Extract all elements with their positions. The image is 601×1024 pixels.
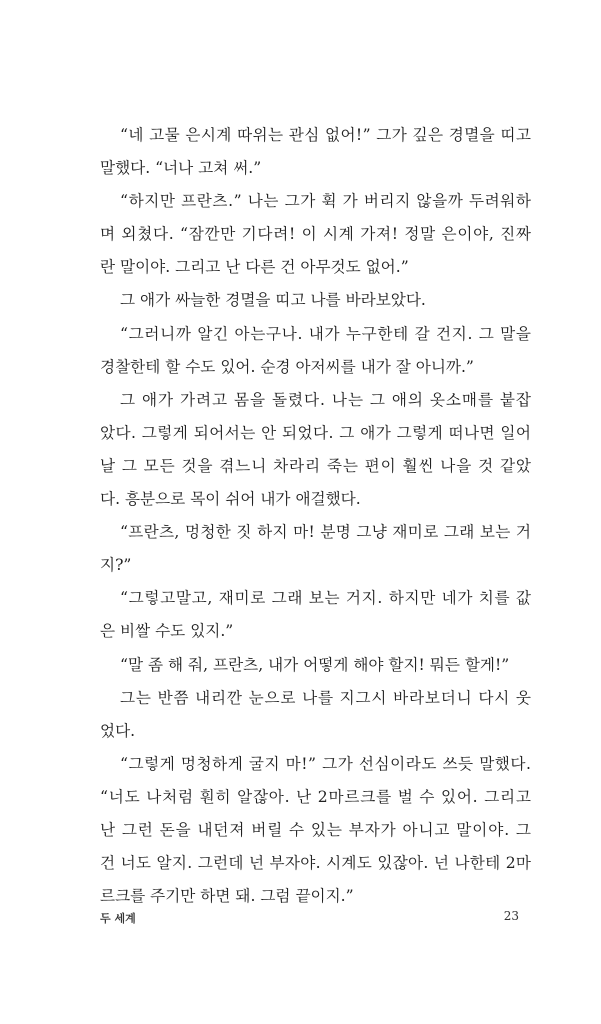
running-footer-title: 두 세계 [100, 912, 136, 925]
text-line: 그 애가 가려고 몸을 돌렸다. 나는 그 애의 옷소매를 붙잡 [120, 390, 532, 409]
text-line: “그렇고말고, 재미로 그래 보는 거지. 하지만 네가 치를 값 [120, 589, 532, 608]
text-line: 르크를 주기만 하면 돼. 그럼 끝이지.” [100, 887, 354, 906]
text-line: 다. 흥분으로 목이 쉬어 내가 애걸했다. [100, 490, 361, 509]
text-line: 경찰한테 할 수도 있어. 순경 아저씨를 내가 잘 아니까.” [100, 357, 474, 376]
text-line: 건 너도 알지. 그런데 넌 부자야. 시계도 있잖아. 넌 나한테 2마 [100, 854, 532, 873]
text-line: “너도 나처럼 훤히 알잖아. 난 2마르크를 벌 수 있어. 그리고 [100, 787, 532, 806]
text-line: “그러니까 알긴 아는구나. 내가 누구한테 갈 건지. 그 말을 [120, 324, 532, 343]
page-number: 23 [503, 909, 519, 923]
text-line: 았다. 그렇게 되어서는 안 되었다. 그 애가 그렇게 떠나면 일어 [100, 423, 532, 442]
text-line: 난 그런 돈을 내던져 버릴 수 있는 부자가 아니고 말이야. 그 [100, 820, 532, 839]
text-line: “네 고물 은시계 따위는 관심 없어!” 그가 깊은 경멸을 띠고 [120, 126, 532, 144]
text-line: 그 애가 싸늘한 경멸을 띠고 나를 바라보았다. [120, 291, 426, 310]
text-line: “하지만 프란츠.” 나는 그가 휙 가 버리지 않을까 두려워하 [120, 192, 532, 211]
text-line: 지?” [100, 556, 132, 575]
text-line: 날 그 모든 것을 겪느니 차라리 죽는 편이 훨씬 나을 것 같았 [100, 456, 532, 475]
body-text [100, 119, 531, 913]
text-line: 은 비쌀 수도 있지.” [100, 622, 234, 641]
text-line: 말했다. “너나 고쳐 써.” [100, 159, 262, 178]
text-line: 그는 반쯤 내리깐 눈으로 나를 지그시 바라보더니 다시 웃 [120, 688, 532, 707]
text-line: “그렇게 멍청하게 굴지 마!” 그가 선심이라도 쓰듯 말했다. [120, 754, 532, 773]
text-line: “말 좀 해 줘, 프란츠, 내가 어떻게 해야 할지! 뭐든 할게!” [120, 655, 510, 674]
text-line: “프란츠, 멍청한 짓 하지 마! 분명 그냥 재미로 그래 보는 거 [120, 523, 532, 542]
text-line: 며 외쳤다. “잠깐만 기다려! 이 시계 가져! 정말 은이야, 진짜 [100, 225, 532, 244]
text-line: 란 말이야. 그리고 난 다른 건 아무것도 없어.” [100, 258, 409, 277]
text-line: 었다. [100, 721, 136, 740]
